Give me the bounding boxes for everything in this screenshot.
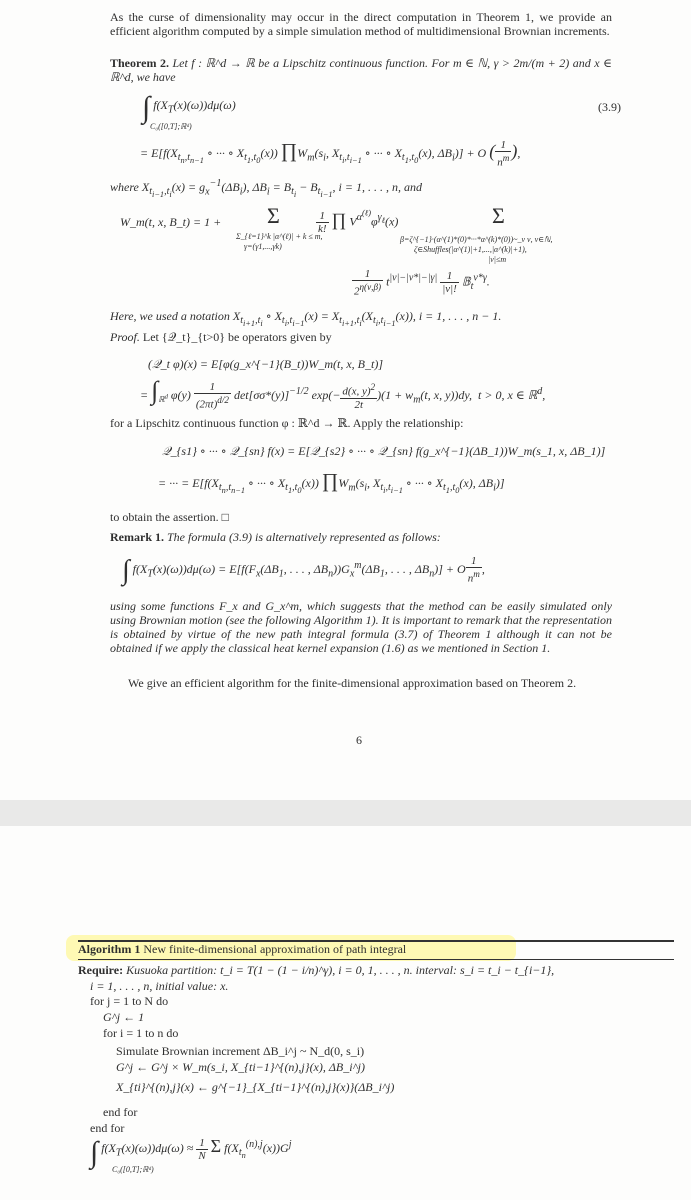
sum2-condition-b: ζ∈Shuffles(|α^(1)|+1,...,|α^(k)|+1),	[414, 245, 527, 254]
intro-paragraph: As the curse of dimensionality may occur in the direct computation in Theorem 1, we provide an efficient algorithm computed by a simple simulation method of multidimensional Brownian increments.	[110, 10, 612, 38]
remark-text: The formula (3.9) is alternatively represented as follows:	[167, 530, 441, 544]
page-number: 6	[356, 733, 362, 747]
remark-label: Remark 1.	[110, 530, 164, 544]
g-init: G^j ← 1	[103, 1010, 145, 1024]
sum2-condition-a: β=ζ^{−1}·(α^(1)*(0)*···*α^(k)*(0))~_ν ν, ν∈ℕ,	[400, 235, 553, 244]
algorithm-intro: We give an efficient algorithm for the finite-dimensional approximation based on Theorem 2.	[128, 676, 577, 690]
where-line: where $X_{t_{i-1},t_i}(x) = g_x^{-1}(\Delta B_i)$, $\Delta B_i = B_{t_i} - B_{t_{i-1}}$, i = 1, . . . , n, and	[110, 178, 422, 200]
algorithm-title-text: New finite-dimensional approximation of path integral	[143, 942, 407, 956]
require-line	[78, 963, 554, 977]
sum2-condition-c: |ν|≤m	[488, 255, 507, 264]
integral-domain: C₀([0,T];ℝᵈ)	[150, 122, 192, 131]
remark-1	[110, 530, 441, 544]
proof-text: Let {𝒬_t}_{t>0} be operators given by	[142, 330, 332, 344]
remark-equation: ∫ $f(X_T(x)(\omega))d\mu(\omega) = E[f(F_x(\Delta B_1$, . . . , $\Delta B_n))G_x^m(\Delta B_1$, . . . , $\Delta B_n)] + O$ $\frac{1}{n^m}$ ,	[122, 555, 485, 586]
theorem-text: Let f : ℝ^d → ℝ be a Lipschitz continuous function. For m ∈ ℕ, γ > 2m/(m + 2) and x ∈ ℝ^d, we have	[110, 56, 613, 84]
page-gap	[0, 800, 691, 826]
require-text: Kusuoka partition: t_i = T(1 − (1 − i/n)^γ), i = 0, 1, . . . , n. interval: s_i = t_i − t_{i−1},	[126, 963, 555, 977]
algorithm-mid-rule	[78, 959, 674, 960]
assertion-line: to obtain the assertion. □	[110, 510, 229, 524]
require-text-2: i = 1, . . . , n, initial value: x.	[90, 979, 229, 993]
wm-tail-term: $\frac{1}{2^{\eta(\nu,\beta)}}$ $t^{|\nu|-|\nu*|-|\gamma|}$ $\frac{1}{|\nu|!}$ 𝔹$_t^{\nu*\gamma}$.	[354, 268, 490, 298]
for-j-loop: for j = 1 to N do	[90, 994, 169, 1008]
require-label: Require:	[78, 963, 124, 977]
end-for-outer: end for	[90, 1121, 125, 1135]
lipschitz-line: for a Lipschitz continuous function φ : ℝ^d → ℝ. Apply the relationship:	[110, 416, 464, 430]
g-update-step: G^j ← G^j × W_m(s_i, X_{ti−1}^{(n),j}(x), ΔB_i^j)	[116, 1060, 365, 1074]
sum1-condition-a: Σ_{ℓ=1}^k |α^(ℓ)| + k ≤ m,	[236, 232, 323, 241]
sum-symbol-2: Σ	[492, 203, 505, 228]
relationship-line-2: = ··· = $E[f(X_{t_n,t_{n-1}}$ ∘ ··· ∘ $X_{t_1,t_0}(x)$) $\prod W_m(s_i$, $X_{t_i,t_{i-1}}$ ∘ ··· ∘ $X_{t_1,t_0}(x)$, $\Delta B_i$)]	[158, 470, 505, 496]
equation-3-9-line1: ∫ $f(X_T(x)(\omega))d\mu(\omega)$	[142, 91, 236, 124]
algorithm-title	[78, 942, 406, 956]
wm-product-term: $\frac{1}{k!}$ ∏ $V^{\alpha^{(\ell)}}\varphi^{\gamma_\ell}(x)$	[318, 209, 399, 236]
for-i-loop: for i = 1 to n do	[103, 1026, 179, 1040]
theorem-2	[110, 56, 612, 84]
sum1-condition-b: γ=(γ1,...,γk)	[244, 242, 282, 251]
remark-body: using some functions F_x and G_x^m, which suggests that the method can be easily simulated only using Brownian motion (see the following Algorithm 1). It is important to remark that the representation is obtained by virtue of the new path integral formula (3.7) of Theorem 1 although it can not be obtained if we apply the classical heat kernel expansion (1.6) as we mentioned in Section 1.	[110, 599, 612, 655]
notation-line: Here, we used a notation $X_{t_{i+1},t_i}$ ∘ $X_{t_i,t_{i-1}}(x) = X_{t_{i+1},t_i}(X_{t_i,t_{i-1}}(x))$, i = 1, . . . , n − 1.	[110, 309, 502, 329]
x-update-step: X_{ti}^{(n),j}(x) ← g^{−1}_{X_{ti−1}^{(n),j}(x)}(ΔB_i^j)	[116, 1080, 395, 1094]
theorem-label: Theorem 2.	[110, 56, 169, 70]
sum-symbol-1: Σ	[267, 203, 280, 228]
relationship-line-1: 𝒬_{s1} ∘ ··· ∘ 𝒬_{sn} f(x) = E[𝒬_{s2} ∘ ··· ∘ 𝒬_{sn} f(g_x^{−1}(ΔB_1))W_m(s_1, x, ΔB_1)]	[162, 444, 606, 458]
wm-definition-lhs: W_m(t, x, B_t) = 1 +	[120, 215, 222, 229]
equation-3-9-line2: = $E[f(X_{t_n,t_{n-1}}$ ∘ ··· ∘ $X_{t_1,t_0}(x)$) $\prod W_m(s_i$, $X_{t_i,t_{i-1}}$ ∘ ··· ∘ $X_{t_1,t_0}(x)$, $\Delta B_i)] + O$ ( $\frac{1}{n^m}$ ),	[140, 139, 521, 170]
algorithm-label: Algorithm 1	[78, 942, 141, 956]
end-for-inner: end for	[103, 1105, 138, 1119]
proof-label: Proof.	[110, 330, 140, 344]
final-approximation: ∫ $f(X_T(x)(\omega))d\mu(\omega)$ ≈ $\frac{1}{N}$ Σ $f(X_{t_n}^{(n),j}(x))G^j$	[90, 1136, 292, 1169]
final-integral-domain: C₀([0,T];ℝᵈ)	[112, 1165, 154, 1174]
simulate-step: Simulate Brownian increment ΔB_i^j ~ N_d(0, s_i)	[116, 1044, 365, 1058]
equation-number: (3.9)	[598, 100, 621, 114]
q-integral: = $\int_{ℝ^d}$ φ(y) $\frac{1}{(2\pi t)^{d/2}}$ $\det[\sigma\sigma*(y)]^{-1/2}$ exp(− $\frac{d(x, y)^2}{2t}$ )($1 + w_m(t$, x, y))dy, t > 0, x ∈ ℝ$^d$,	[140, 376, 546, 412]
proof-start	[110, 330, 332, 344]
q-definition: (𝒬_t φ)(x) = E[φ(g_x^{−1}(B_t))W_m(t, x, B_t)]	[148, 357, 384, 371]
